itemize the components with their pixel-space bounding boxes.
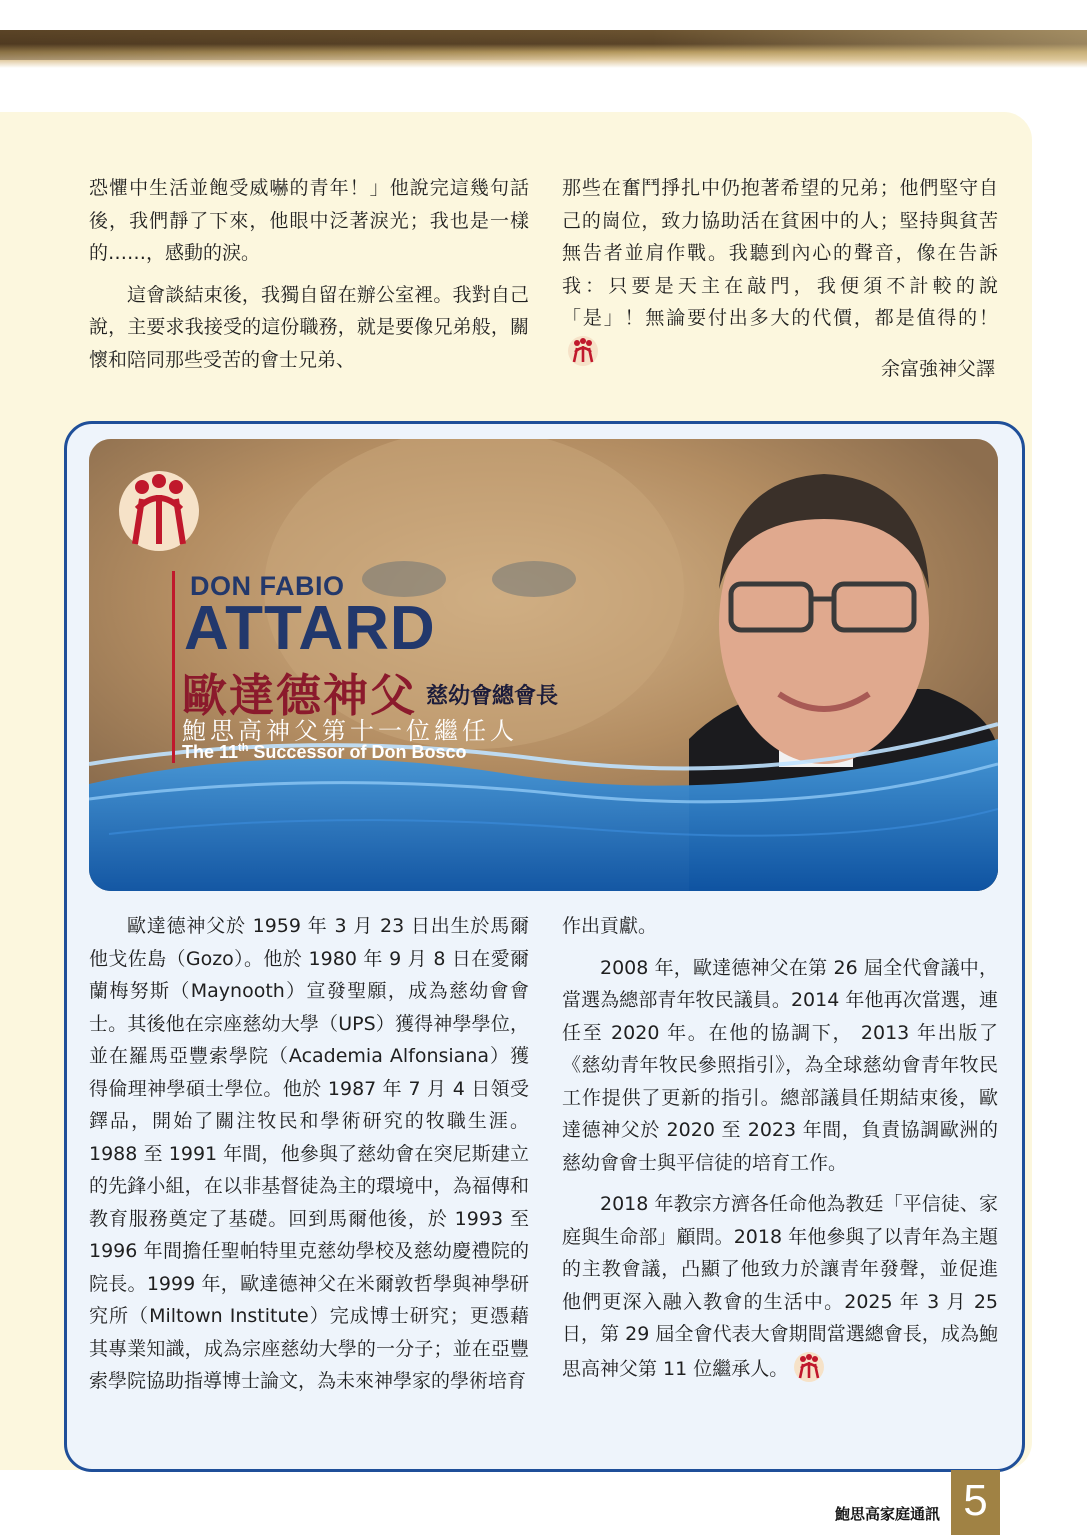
- page-number-box: [951, 1470, 1000, 1535]
- banner-chinese-name: 歐達德神父: [182, 669, 418, 722]
- translator-credit: 余富強神父譯: [880, 358, 995, 380]
- banner-title-accent-line: [172, 571, 175, 763]
- top-decorative-band: [0, 0, 1087, 68]
- top-right-paragraph: 那些在奮鬥掙扎中仍抱著希望的兄弟；他們堅守自己的崗位，致力協助活在貧困中的人；堅持與貧苦無告者並肩作戰。我聽到內心的聲音，像在告訴我：只要是天主在敲門，我便須不計較的說「是」！無論要付出多大的代價，都是值得的！: [562, 177, 998, 329]
- biography-paragraph-1: 歐達德神父於 1959 年 3 月 23 日出生於馬爾他戈佐島（Gozo）。他於 1980 年 9 月 8 日在愛爾蘭梅努斯（Maynooth）宣發聖願，成為慈幼會會士。其後他在宗座慈幼大學（UPS）獲得神學學位，並在羅馬亞豐索學院（Academia Alfonsiana）獲得倫理神學碩士學位。他於 1987 年 7 月 4 日領受鐸品，開始了關注牧民和學術研究的牧職生涯。1988 至 1991 年間，他參與了慈幼會在突尼斯建立的先鋒小組，在以非基督徒為主的環境中，為福傳和教育服務奠定了基礎。回到馬爾他後，於 1993 至 1996 年間擔任聖帕特里克慈幼學校及慈幼慶禮院的院長。1999 年，歐達德神父在米爾敦哲學與神學研究所（Miltown Institute）完成博士研究；更憑藉其專業知識，成為宗座慈幼大學的一分子；並在亞豐索學院協助指導博士論文，為未來神學家的學術培育: [89, 915, 529, 1392]
- biography-paragraph-3: 2018 年教宗方濟各任命他為教廷「平信徒、家庭與生命部」顧問。2018 年他參與了以青年為主題的主教會議，凸顯了他致力於讓青年發聲，並促進他們更深入融入教會的生活中。2025 年 3 月 25 日，第 29 屆全會代表大會期間當選總會長，成為鮑思高神父第 11 位繼承人。: [562, 1193, 998, 1380]
- banner-name-big: ATTARD: [184, 594, 436, 663]
- salesian-logo-icon: [566, 335, 600, 367]
- banner-successor-english: [182, 742, 466, 763]
- page-number: 5: [963, 1476, 988, 1525]
- salesian-logo-icon-end: [792, 1351, 826, 1383]
- biography-continuation: 作出貢獻。: [562, 915, 658, 937]
- biography-right-column: [562, 910, 998, 1385]
- banner-role: 慈幼會總會長: [426, 684, 559, 709]
- biography-left-column: [89, 910, 529, 1398]
- banner-successor-chinese: 鮑思高神父第十一位繼任人: [182, 717, 518, 745]
- banner-successor-en-sup: th: [238, 742, 249, 754]
- top-right-column: [562, 172, 998, 369]
- banner-successor-en-post: Successor of Don Bosco: [248, 742, 467, 762]
- banner-name-small: DON FABIO: [190, 571, 345, 601]
- publication-title: 鮑思高家庭通訊: [835, 1505, 941, 1523]
- biography-paragraph-2: 2008 年，歐達德神父在第 26 屆全代會議中，當選為總部青年牧民議員。2014 年他再次當選，連任至 2020 年。在他的協調下， 2013 年出版了《慈幼青年牧民參照指引》，為全球慈幼會青年牧民工作提供了更新的指引。總部議員任期結束後，歐達德神父於 2020 至 2023 年間，負責協調歐洲的慈幼會會士與平信徒的培育工作。: [562, 956, 998, 1174]
- top-left-column: [89, 172, 529, 376]
- top-left-paragraph-2: 這會談結束後，我獨自留在辦公室裡。我對自己說，主要求我接受的這份職務，就是要像兄弟般，關懷和陪同那些受苦的會士兄弟、: [89, 283, 529, 371]
- top-left-paragraph-1: 恐懼中生活並飽受威嚇的青年！」他說完這幾句話後，我們靜了下來，他眼中泛著淚光；我也是一樣的……，感動的淚。: [89, 177, 529, 264]
- banner-successor-en-pre: The 11: [182, 742, 239, 762]
